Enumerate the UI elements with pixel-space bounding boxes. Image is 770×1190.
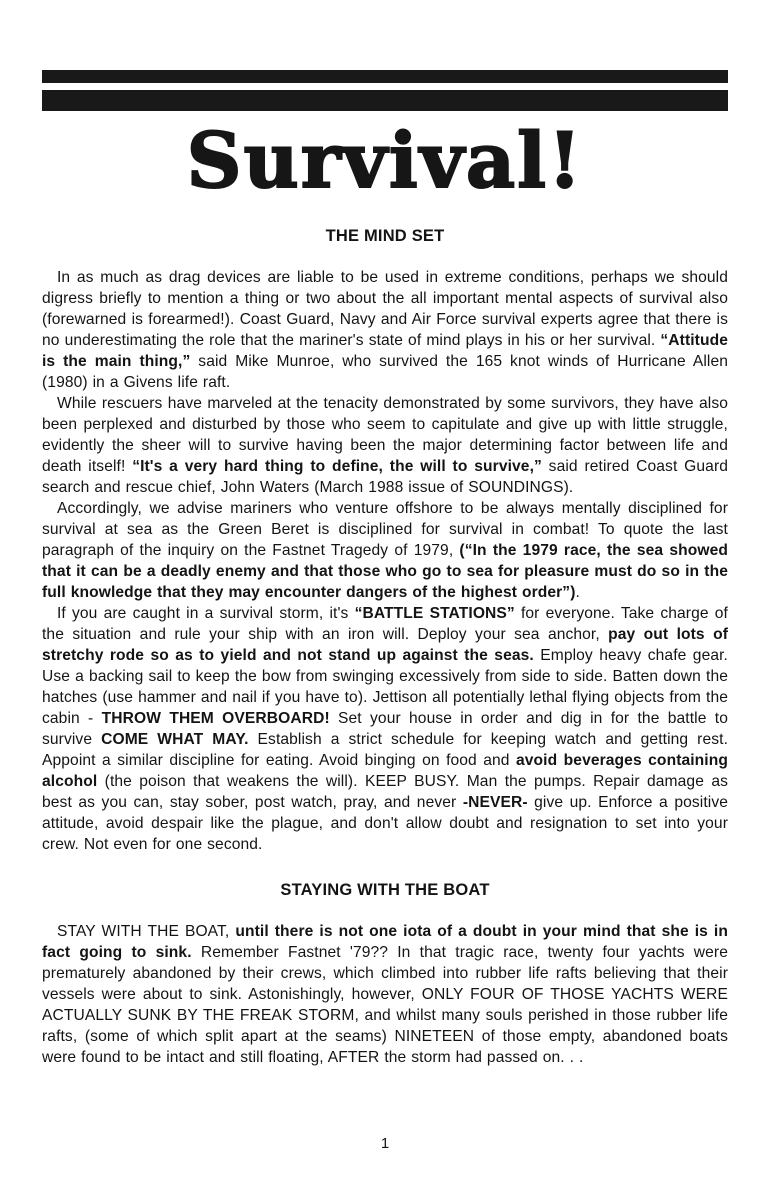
text-run: (the poison that weakens the will). KEEP BUSY. Man the pumps. Repair damage as best as you can, stay sober, post watch, pray, and never bbox=[42, 772, 728, 811]
text-run-bold: “BATTLE STATIONS” bbox=[354, 604, 515, 622]
paragraph bbox=[42, 498, 728, 603]
text-run-bold: (“In the 1979 race, the sea showed that it can be a deadly enemy and that those who go to sea for pleasure must do so in the full knowledge that they may encounter dangers of the highest order”) bbox=[42, 541, 728, 601]
text-run: give up. Enforce a positive attitude, avoid despair like the plague, and don't allow doubt and resignation to set into your crew. Not even for one second. bbox=[42, 793, 728, 853]
section-heading: STAYING WITH THE BOAT bbox=[280, 880, 490, 899]
page-number: 1 bbox=[380, 1135, 390, 1152]
top-rule-thick bbox=[42, 90, 728, 111]
text-run-bold: -NEVER- bbox=[462, 793, 528, 811]
text-run: While rescuers have marveled at the tenacity demonstrated by some survivors, they have also been perplexed and disturbed by those who seem to capitulate and give up with little struggle, evidently the sheer will to survive having been the major determining factor between life and death itself! bbox=[42, 394, 728, 475]
text-run-bold: COME WHAT MAY. bbox=[101, 730, 249, 748]
text-run-bold: “It's a very hard thing to define, the will to survive,” bbox=[132, 457, 542, 475]
text-run: for everyone. Take charge of the situation and rule your ship with an iron will. Deploy your sea anchor, bbox=[42, 604, 728, 643]
text-run: . bbox=[575, 583, 580, 601]
text-run-bold: avoid beverages containing alcohol bbox=[42, 751, 728, 790]
text-run: Remember Fastnet '79?? In that tragic race, twenty four yachts were prematurely abandoned by their crews, which climbed into rubber life rafts believing that their vessels were about to sink. Astonishingly, however, ONLY FOUR OF THOSE YACHTS WERE ACTUALLY SUNK BY THE FREAK STORM, and whilst many souls perished in those rubber life rafts, (some of which split apart at the seams) NINETEEN of those empty, abandoned boats were found to be intact and still floating, AFTER the storm had passed on. . . bbox=[42, 943, 728, 1066]
section-heading: THE MIND SET bbox=[325, 226, 445, 245]
page-title: Survival! bbox=[186, 116, 584, 205]
text-run: STAY WITH THE BOAT, bbox=[57, 922, 236, 940]
text-run-bold: THROW THEM OVERBOARD! bbox=[101, 709, 330, 727]
top-rules bbox=[42, 70, 728, 111]
paragraph bbox=[42, 603, 728, 855]
paragraph bbox=[42, 393, 728, 498]
text-run: Establish a strict schedule for keeping watch and getting rest. Appoint a similar discipline for eating. Avoid binging on food and bbox=[42, 730, 729, 769]
text-run: Set your house in order and dig in for the battle to survive bbox=[42, 709, 728, 748]
text-run-bold: pay out lots of stretchy rode so as to yield and not stand up against the seas. bbox=[42, 625, 728, 664]
text-run: In as much as drag devices are liable to be used in extreme conditions, perhaps we should digress briefly to mention a thing or two about the all important mental aspects of survival also (forewarned is forearmed!). Coast Guard, Navy and Air Force survival experts agree that there is no underestimating the role that the mariner's state of mind plays in his or her survival. bbox=[42, 268, 728, 349]
sections-container bbox=[42, 227, 728, 1068]
text-run: said retired Coast Guard search and rescue chief, John Waters (March 1988 issue of SOUNDINGS). bbox=[42, 457, 729, 496]
text-run: Employ heavy chafe gear. Use a backing sail to keep the bow from swinging excessively from side to side. Batten down the hatches (use hammer and nail if you have to). Jettison all potentially lethal flying objects from the cabin - bbox=[42, 646, 728, 727]
top-rule-thin bbox=[42, 70, 728, 83]
text-run-bold: until there is not one iota of a doubt in your mind that she is in fact going to sink. bbox=[42, 922, 728, 961]
text-run: Accordingly, we advise mariners who venture offshore to be always mentally disciplined for survival at sea as the Green Beret is disciplined for survival in combat! To quote the last paragraph of the inquiry on the Fastnet Tragedy of 1979, bbox=[42, 499, 728, 559]
paragraph bbox=[42, 921, 728, 1068]
text-run: If you are caught in a survival storm, it's bbox=[57, 604, 355, 622]
paragraph bbox=[42, 267, 728, 393]
text-run-bold: “Attitude is the main thing,” bbox=[42, 331, 728, 370]
text-run: said Mike Munroe, who survived the 165 knot winds of Hurricane Allen (1980) in a Givens life raft. bbox=[42, 352, 729, 391]
